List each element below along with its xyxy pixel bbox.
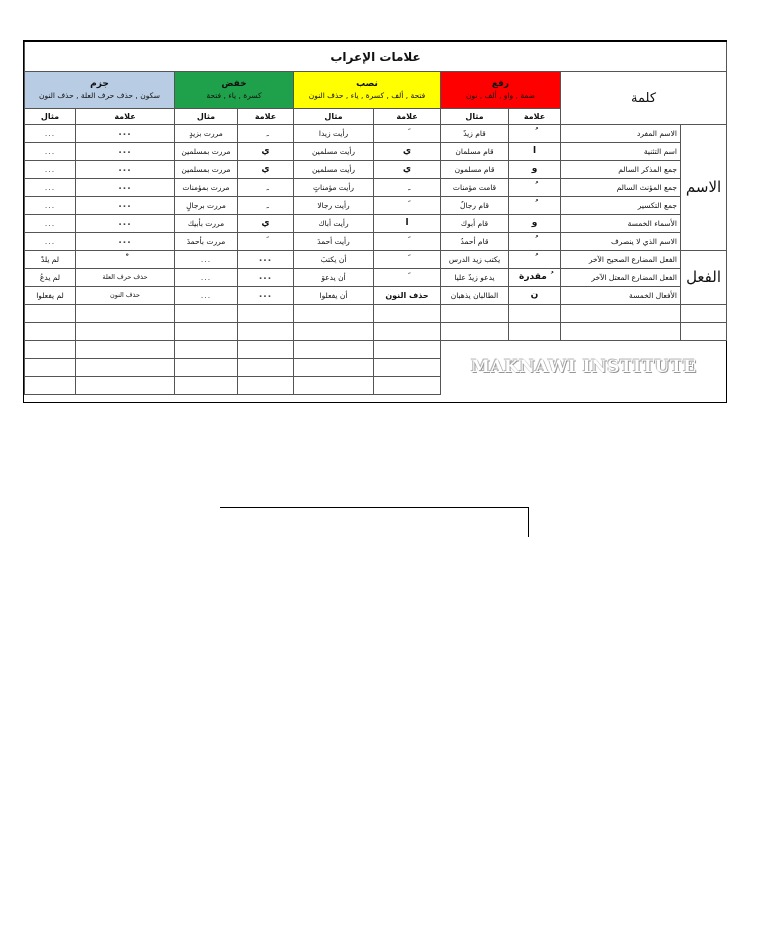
blank-row	[25, 323, 727, 341]
jazm-mark: ...	[76, 233, 175, 251]
raf-example: قامت مؤمنات	[441, 179, 509, 197]
nasb-mark: ا	[374, 215, 441, 233]
bracket-line	[220, 507, 529, 537]
nasb-mark	[374, 233, 441, 251]
khafd-mark	[238, 233, 294, 251]
row-label: الفعل المضارع الصحيح الآخر	[561, 251, 681, 269]
jazm-example: ...	[25, 143, 76, 161]
jazm-mark: حذف النون	[76, 287, 175, 305]
jazm-example: لم يفعلوا	[25, 287, 76, 305]
nasb-example: رأيت أباك	[294, 215, 374, 233]
jazm-mark: حذف حرف العلة	[76, 269, 175, 287]
jazm-alama-head: علامة	[76, 109, 175, 125]
jazm-example: ...	[25, 125, 76, 143]
khafd-name: خفض	[221, 79, 247, 90]
nasb-mark: حذف النون	[374, 287, 441, 305]
nasb-mark: ي	[374, 143, 441, 161]
i-rab-table-sheet	[23, 40, 727, 403]
raf-mithal-head: مثال	[441, 109, 509, 125]
raf-name: رفع	[491, 79, 510, 90]
khafd-example: مررت برجالٍ	[175, 197, 238, 215]
khafd-example: ...	[175, 269, 238, 287]
raf-mark	[509, 251, 561, 269]
nasb-example: رأيت مسلمين	[294, 143, 374, 161]
jazm-example: لم يلدْ	[25, 251, 76, 269]
raf-mark	[509, 233, 561, 251]
raf-desc: ضمة , واو , ألف , نون	[465, 91, 536, 101]
khafd-mark: ي	[238, 143, 294, 161]
raf-example: يكتب زيد الدرس	[441, 251, 509, 269]
nasb-mark: ي	[374, 161, 441, 179]
jazm-example: لم يدعُ	[25, 269, 76, 287]
table-title: علامات الإعراب	[25, 42, 727, 72]
jazm-header	[25, 72, 175, 109]
table-row	[25, 125, 727, 143]
khafd-mithal-head: مثال	[175, 109, 238, 125]
raf-mark: و	[509, 215, 561, 233]
nasb-mark	[374, 179, 441, 197]
jazm-desc: سكون , حذف حرف العلة , حذف النون	[38, 91, 160, 101]
jazm-example: ...	[25, 161, 76, 179]
i-rab-table	[24, 42, 727, 395]
blank-row	[25, 305, 727, 323]
nasb-example: رأيت أحمدَ	[294, 233, 374, 251]
jazm-example: ...	[25, 179, 76, 197]
khafd-example: ...	[175, 287, 238, 305]
table-row	[25, 269, 727, 287]
khafd-desc: كسرة , ياء , فتحة	[206, 91, 262, 101]
khafd-mark: ...	[238, 287, 294, 305]
nasb-mark	[374, 125, 441, 143]
raf-mark: و	[509, 161, 561, 179]
jazm-example: ...	[25, 197, 76, 215]
jazm-mark: ...	[76, 179, 175, 197]
nasb-mithal-head: مثال	[294, 109, 374, 125]
khafd-mark	[238, 179, 294, 197]
kalima-header: كلمة	[561, 72, 727, 125]
jazm-example: ...	[25, 233, 76, 251]
row-label: جمع المذكر السالم	[561, 161, 681, 179]
raf-mark	[509, 197, 561, 215]
khafd-mark: ...	[238, 269, 294, 287]
khafd-alama-head: علامة	[238, 109, 294, 125]
nasb-example: رأيت زيدا	[294, 125, 374, 143]
jazm-example: ...	[25, 215, 76, 233]
nasb-example: رأيت رجالا	[294, 197, 374, 215]
row-label: الأسماء الخمسة	[561, 215, 681, 233]
row-label: الأفعال الخمسة	[561, 287, 681, 305]
raf-example: يدعو زيدٌ عليا	[441, 269, 509, 287]
nasb-mark	[374, 269, 441, 287]
nasb-example: أن يفعلوا	[294, 287, 374, 305]
raf-mark: ن	[509, 287, 561, 305]
jazm-mark: ...	[76, 197, 175, 215]
raf-mark	[509, 125, 561, 143]
nasb-example: أن يكتبَ	[294, 251, 374, 269]
table-row	[25, 215, 727, 233]
khafd-example: ...	[175, 251, 238, 269]
raf-example: قام أبوك	[441, 215, 509, 233]
table-row	[25, 251, 727, 269]
nasb-example: أن يدعوَ	[294, 269, 374, 287]
nasb-alama-head: علامة	[374, 109, 441, 125]
row-label: الفعل المضارع المعتل الآخر	[561, 269, 681, 287]
khafd-mark: ي	[238, 215, 294, 233]
nasb-mark	[374, 251, 441, 269]
raf-alama-head: علامة	[509, 109, 561, 125]
raf-example: قام زيدٌ	[441, 125, 509, 143]
nasb-example: رأيت مؤمناتٍ	[294, 179, 374, 197]
nasb-mark	[374, 197, 441, 215]
jazm-mark: ...	[76, 161, 175, 179]
row-label: الاسم الذي لا ينصرف	[561, 233, 681, 251]
row-label: الاسم المفرد	[561, 125, 681, 143]
raf-header	[441, 72, 561, 109]
khafd-example: مررت بزيدٍ	[175, 125, 238, 143]
nasb-name: نصب	[356, 79, 378, 90]
raf-mark	[509, 179, 561, 197]
raf-mark: ُ مقدرة	[509, 269, 561, 287]
jazm-mark: ...	[76, 143, 175, 161]
category-fiil: الفعل	[681, 251, 727, 305]
watermark-cell	[441, 341, 727, 395]
table-row	[25, 233, 727, 251]
khafd-example: مررت بأحمدَ	[175, 233, 238, 251]
table-row	[25, 143, 727, 161]
khafd-example: مررت بأبيك	[175, 215, 238, 233]
row-label: جمع التكسير	[561, 197, 681, 215]
row-label: جمع المؤنث السالم	[561, 179, 681, 197]
table-row	[25, 179, 727, 197]
khafd-mark	[238, 197, 294, 215]
blank-row	[25, 341, 727, 359]
row-label: اسم التثنية	[561, 143, 681, 161]
khafd-example: مررت بمسلمين	[175, 143, 238, 161]
khafd-mark	[238, 125, 294, 143]
table-row	[25, 161, 727, 179]
raf-example: قام أحمدُ	[441, 233, 509, 251]
raf-example: قام رجالٌ	[441, 197, 509, 215]
khafd-example: مررت بمؤمنات	[175, 179, 238, 197]
nasb-header	[294, 72, 441, 109]
jazm-mark: ...	[76, 215, 175, 233]
jazm-name: جزم	[90, 79, 109, 90]
nasb-desc: فتحة , ألف , كسرة , ياء , حذف النون	[308, 91, 426, 101]
khafd-mark: ...	[238, 251, 294, 269]
raf-example: الطالبان يذهبان	[441, 287, 509, 305]
jazm-mithal-head: مثال	[25, 109, 76, 125]
institute-watermark: MAKNAWI INSTITUTE	[470, 357, 697, 378]
khafd-example: مررت بمسلمين	[175, 161, 238, 179]
nasb-example: رأيت مسلمين	[294, 161, 374, 179]
category-ism: الاسم	[681, 125, 727, 251]
table-row	[25, 197, 727, 215]
khafd-mark: ي	[238, 161, 294, 179]
raf-mark: ا	[509, 143, 561, 161]
jazm-mark	[76, 251, 175, 269]
jazm-mark: ...	[76, 125, 175, 143]
khafd-header	[175, 72, 294, 109]
table-row	[25, 287, 727, 305]
raf-example: قام مسلمون	[441, 161, 509, 179]
raf-example: قام مسلمان	[441, 143, 509, 161]
